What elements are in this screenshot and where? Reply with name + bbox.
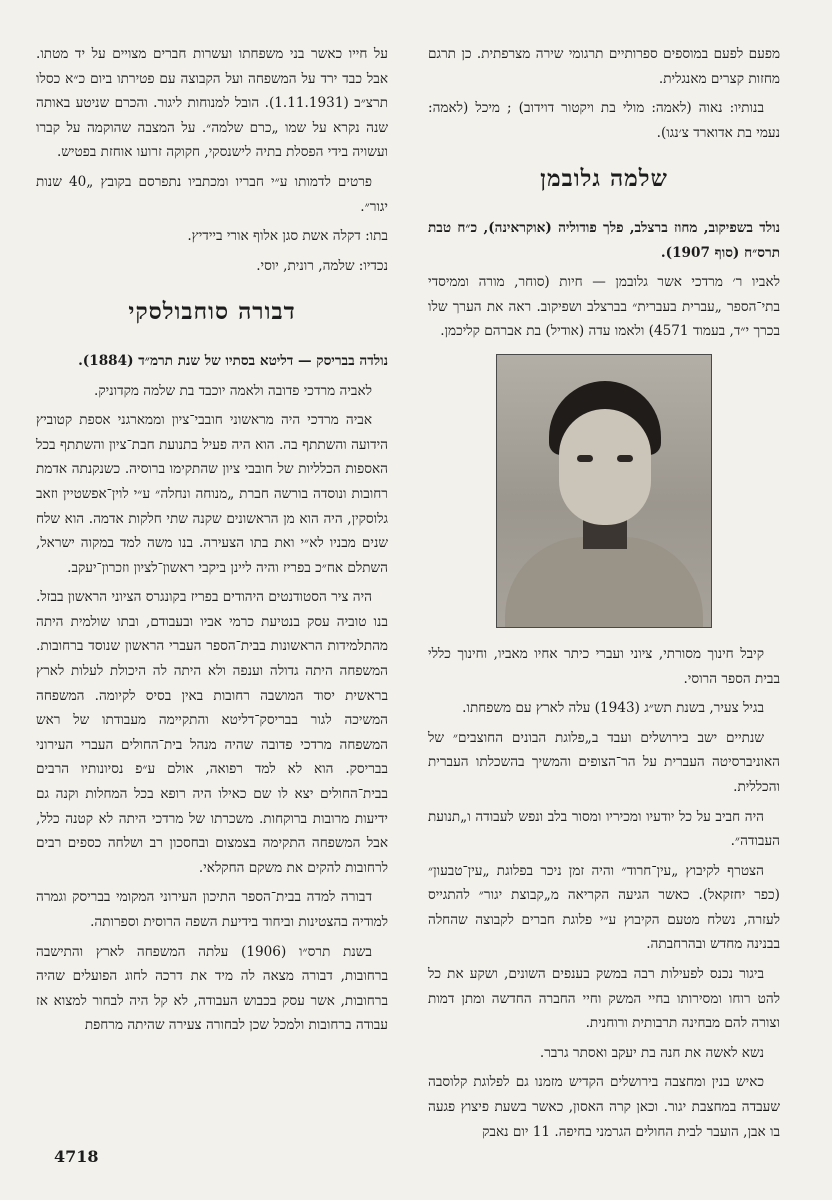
paragraph: נשא לאשה את חנה בת יעקב ואסתר גרבר. <box>539 1044 764 1061</box>
paragraph: היה ציר הסטודנטים היהודים בפריז בקונגרס הציוני הראשון בבזל. בנו טוביה עסק בנטיעת כרמי אביו ובעבודם, ובתו שולמית היתה מהתלמידות הראשונות בבית־הספר העברי הראשון שנוסד ברחובות. המשפחה היתה גדולה וענפה ולא היתה לה היכולת לעלות לארץ בראשית יסוד המושבה רחובות באין בסיס לקיומה. המשפחה המשיכה לגור בבריסק־דליטא והתקיימה מעבודתו של ראש המשפחה מרדכי פדובה שהיה מנהל בית־החולים העברי העירוני בבריסק. הוא לא למד רפואה, אולם ע״פ נסיונותיו הרבים בבית־החולים יצא לו שם כאילו היה רופא בכל המחלות וקנה גם ידיעות מרובות ברוקחות. משכרתו של מרדכי היתה לא קטנה כלל, אבל המשפחה התקימה בצמצום ובחסכון רב ושלחה כספים רבים לרחובות להקים את משקם החקלאי. <box>36 589 388 876</box>
paragraph: הצטרף לקיבוץ „עין־חרוד״ והיה זמן ניכר בפלוגת „עין־טבעון״ (כפר יחזקאל). כאשר הגיעה הקריאה מ„קבוצת יגור״ להתגייס לעזרה, נשלח מטעם הקיבוץ ע״י פלוגת חברים לקבוצה שהחלה בבנינה מחדש ובהרחבתה. <box>428 862 780 953</box>
paragraph: נכדיו: שלמה, רונית, יוסי. <box>256 257 388 274</box>
portrait-photo <box>496 354 712 628</box>
paragraph: לאביו ר׳ מרדכי אשר גלובמן — חיות (סוחר, מורה וממיסדי בתי־הספר „עברית בעברית״ בברצלב ושפיקוב. ראה את הערך שלו בכרך י״ד, בעמוד 4571) ולאמו עדה (אודיל) בת אברהם קליכמן. <box>428 274 780 340</box>
portrait-eye-shape <box>577 455 593 462</box>
paragraph: שנתיים ישב בירושלים ועבד ב„פלוגת הבונים החוצבים״ של האוניברסיטה העברית על הר־הצופים והמשיך בהשכלתו העברית והכללית. <box>428 729 780 795</box>
paragraph: על חייו כאשר בני משפחתו ועשרות חברים מצויים על יד מטתו. אבל כבד ירד על המשפחה ועל הקבוצה עם פטירתו ביום כ״א כסלו תרצ״ב (1.11.1931). הובל למנוחות ליגור. והכרם שניטע באותה שנה נקרא על שמו „כרם שלמה״. על המצבה שהוקמה על קברו ועשויה בידי הפסלת בתיה לישנסקי, חקוקה זרועו אוחזת בפטיש. <box>36 46 388 161</box>
portrait-eye-shape <box>617 455 633 462</box>
paragraph: נולדה בבריסק — דליטא בסתיו של שנת תרמ״ד (1884). <box>78 352 388 369</box>
paragraph: מפעם לפעם במוספים ספרותיים תרגומי שירה מצרפתית. כן תרגם מחזות קצרים מאנגלית. <box>428 46 780 87</box>
portrait-body-shape <box>505 537 703 628</box>
paragraph: לאביה מרדכי פדובה ולאמה יוכבד בת שלמה מקדוניק. <box>94 382 372 399</box>
right-column <box>428 42 780 1149</box>
paragraph: קיבל חינוך מסורתי, ציוני ועברי כיתר אחיו מאביו, וחינוך כללי בבית הספר הרוסי. <box>428 645 780 687</box>
paragraph: בתו: דקלה אשת סגן אלוף אורי ביידיץ. <box>187 228 388 245</box>
paragraph: בשנת תרס״ו (1906) עלתה המשפחה לארץ והתישבה ברחובות, דבורה מצאה לה מיד את דרכה לחוג הפועלים שהיה ברחובות, אשר עסק בכבוש העבודה, לא קל היה לבחור למצוא אז עבודה ברחובות ולמכל שכן לבחורה צעירה שהיתה מרחפת <box>36 943 388 1034</box>
page-number: 4718 <box>54 1147 99 1166</box>
paragraph: פרטים לדמותו ע״י חבריו ומכתביו נתפרסם בקובץ „40 שנות יגור״. <box>36 173 388 215</box>
paragraph: נולד בשפיקוב, מחוז ברצלב, פלך פודוליה (אוקראינה), כ״ח טבת תרס״ח (סוף 1907). <box>428 219 780 261</box>
section-title-globman: שלמה גלובמן <box>540 165 668 193</box>
paragraph: היה חביב על כל יודעיו ומכיריו ומסור בלב ונפש לעבודה ו„תנועת העבודה״. <box>428 808 780 850</box>
portrait-face-shape <box>559 409 651 525</box>
paragraph: ביגור נכנס לפעילות רבה במשק בענפים השונים, ושקע את כל להט רוחו ומסירותו בחיי המשק וחיי החברה החדשה ומתן דמות וצורה להם מבחינה תרבותית ורוחנית. <box>428 966 780 1032</box>
section-title-suchbolsky: דבורה סוחבולסקי <box>128 298 296 326</box>
paragraph: כאיש בנין ומחצבה בירושלים הקדיש מזמנו גם לפלוגת קלוסבה שעבדה במחצבת יגור. וכאן קרה האסון, כאשר בשעת פיצוץ פגעה בו אבן, הועבר לבית החולים הגרמני בחיפה. 11 יום נאבק <box>428 1074 780 1140</box>
paragraph: אביה מרדכי היה מראשוני חובבי־ציון וממארגני אספת קטוביץ הידועה והשתתף בה. הוא היה פעיל בתנועת חבת־ציון והשתתף בכל האספות הכלליות של חובבי ציון שהתקימו ברוסיה. כשנקנתה אדמת רחובות ונוסדה בורשה חברת „מנוחה ונחלה״ ע״י לוין־אפשטיין וזאב גלוסקין, היה הוא מן הראשונים שקנה שתי חלקות אדמה. הוא שלח שנים מבניו לא״י ואת בתו הצעירה. בנו משה למד במקוה ישראל, השתלם אח״כ בפריז והיה ליינן ביקבי ראשון־לציון וזכרון־יעקב. <box>36 412 388 576</box>
paragraph: בגיל צעיר, בשנת תש״ג (1943) עלה לארץ עם משפחתו. <box>462 700 764 717</box>
left-column <box>36 42 388 1043</box>
paragraph: בנותיו: נאוה (לאמה: מולי בת ויקטור דוידוב) ; מיכל (לאמה: נעמי בת אדוארד צ׳נגו). <box>428 100 780 141</box>
paragraph: דבורה למדה בבית־הספר התיכון העירוני המקומי בבריסק וגמרה למודיה בהצטינות וביחוד בידיעת השפה הרוסית וספרותה. <box>36 889 388 930</box>
